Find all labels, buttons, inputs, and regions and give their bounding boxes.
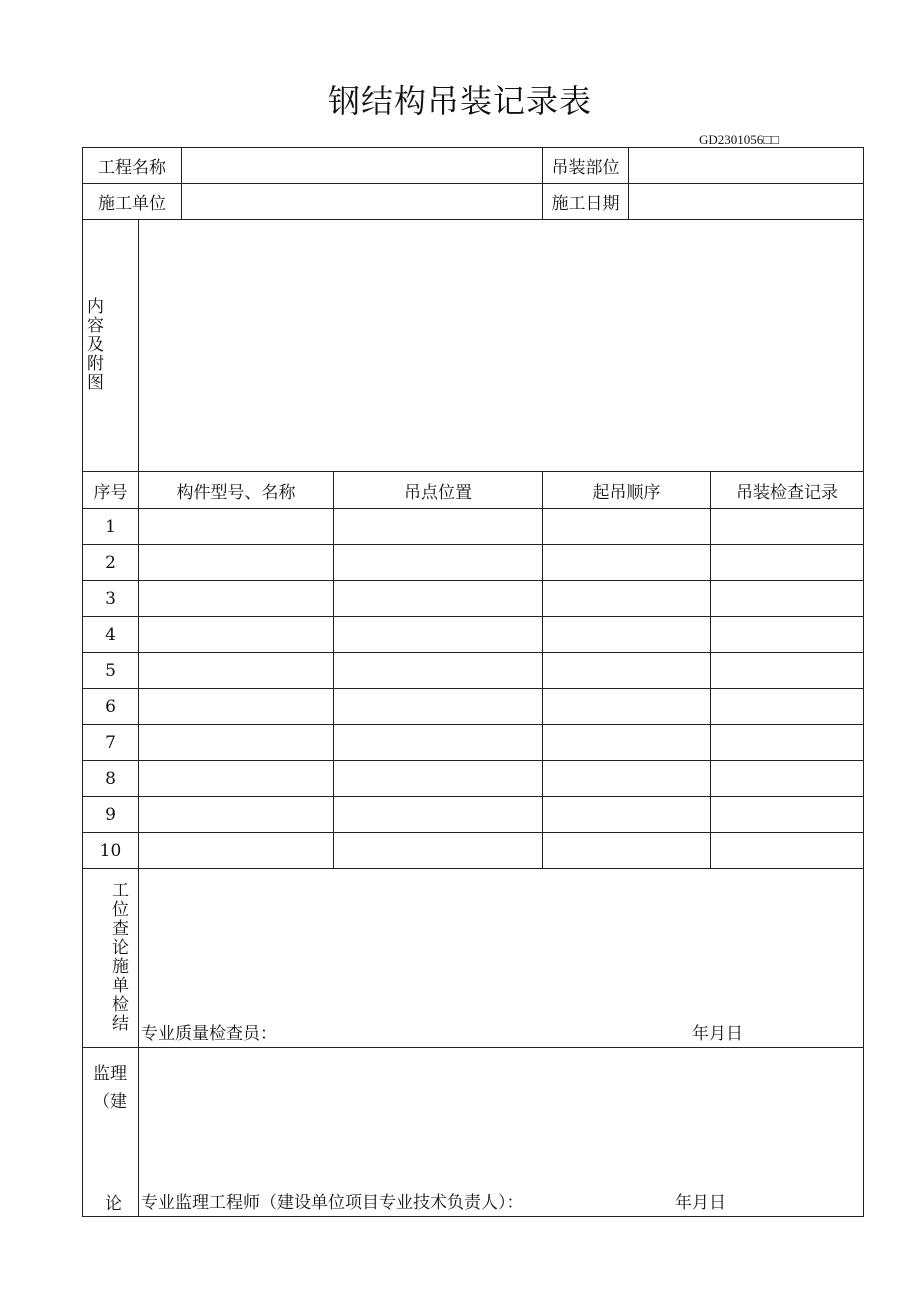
row-number: 4 bbox=[83, 617, 139, 653]
hoist-location-field[interactable] bbox=[629, 148, 864, 184]
check-cell[interactable] bbox=[711, 581, 864, 617]
hoist-location-label: 吊装部位 bbox=[543, 148, 629, 184]
check-label-char: 查 bbox=[112, 919, 129, 939]
order-cell[interactable] bbox=[543, 725, 711, 761]
component-cell[interactable] bbox=[139, 725, 334, 761]
construction-unit-label: 施工单位 bbox=[83, 184, 182, 220]
order-cell[interactable] bbox=[543, 833, 711, 869]
page-title: 钢结构吊装记录表 bbox=[327, 82, 592, 120]
col-check-header: 吊装检查记录 bbox=[711, 472, 864, 509]
check-cell[interactable] bbox=[711, 617, 864, 653]
order-cell[interactable] bbox=[543, 581, 711, 617]
construction-check-row bbox=[83, 869, 864, 1048]
col-order-header: 起吊顺序 bbox=[543, 472, 711, 509]
table-row bbox=[83, 797, 864, 833]
inspector-date-label: 年月日 bbox=[692, 1024, 743, 1044]
check-cell[interactable] bbox=[711, 509, 864, 545]
order-cell[interactable] bbox=[543, 761, 711, 797]
component-cell[interactable] bbox=[139, 797, 334, 833]
check-cell[interactable] bbox=[711, 725, 864, 761]
order-cell[interactable] bbox=[543, 653, 711, 689]
check-label-char: 论 bbox=[112, 938, 129, 958]
row-number: 9 bbox=[83, 797, 139, 833]
quality-inspector-label: 专业质量检查员： bbox=[141, 1024, 277, 1044]
table-row bbox=[83, 545, 864, 581]
content-section-label bbox=[83, 220, 139, 472]
component-cell[interactable] bbox=[139, 833, 334, 869]
content-label-char: 附 bbox=[87, 354, 104, 374]
table-row bbox=[83, 581, 864, 617]
check-label-char: 结 bbox=[112, 1014, 129, 1034]
check-label-char: 检 bbox=[112, 995, 129, 1015]
table-row bbox=[83, 761, 864, 797]
order-cell[interactable] bbox=[543, 797, 711, 833]
supervision-label-bottom: 论 bbox=[105, 1194, 122, 1214]
hoist-point-cell[interactable] bbox=[334, 581, 543, 617]
order-cell[interactable] bbox=[543, 689, 711, 725]
component-cell[interactable] bbox=[139, 545, 334, 581]
order-cell[interactable] bbox=[543, 617, 711, 653]
supervision-label-text bbox=[93, 1060, 127, 1116]
check-label-char: 单 bbox=[112, 976, 129, 996]
construction-unit-field[interactable] bbox=[182, 184, 543, 220]
hoist-point-cell[interactable] bbox=[334, 725, 543, 761]
row-number: 8 bbox=[83, 761, 139, 797]
row-number: 5 bbox=[83, 653, 139, 689]
hoist-point-cell[interactable] bbox=[334, 689, 543, 725]
supervision-area[interactable] bbox=[139, 1048, 864, 1217]
supervision-row bbox=[83, 1048, 864, 1217]
hoist-point-cell[interactable] bbox=[334, 653, 543, 689]
supervision-engineer-label: 专业监理工程师（建设单位项目专业技术负责人）： bbox=[141, 1193, 524, 1213]
content-drawing-area[interactable] bbox=[139, 220, 864, 472]
check-label-char: 工 bbox=[112, 881, 129, 901]
row-number: 7 bbox=[83, 725, 139, 761]
table-row bbox=[83, 617, 864, 653]
order-cell[interactable] bbox=[543, 545, 711, 581]
supervision-label-top: 监理 bbox=[93, 1064, 127, 1084]
project-name-field[interactable] bbox=[182, 148, 543, 184]
check-cell[interactable] bbox=[711, 833, 864, 869]
component-cell[interactable] bbox=[139, 761, 334, 797]
component-cell[interactable] bbox=[139, 581, 334, 617]
row-number: 3 bbox=[83, 581, 139, 617]
col-component-header: 构件型号、名称 bbox=[139, 472, 334, 509]
component-cell[interactable] bbox=[139, 509, 334, 545]
supervision-date-label: 年月日 bbox=[675, 1193, 726, 1213]
supervision-label bbox=[83, 1048, 139, 1217]
check-cell[interactable] bbox=[711, 761, 864, 797]
hoisting-record-form bbox=[82, 147, 864, 1217]
check-cell[interactable] bbox=[711, 653, 864, 689]
order-cell[interactable] bbox=[543, 509, 711, 545]
construction-date-field[interactable] bbox=[629, 184, 864, 220]
col-seq-header: 序号 bbox=[83, 472, 139, 509]
construction-check-label bbox=[83, 869, 139, 1048]
hoist-point-cell[interactable] bbox=[334, 509, 543, 545]
table-row bbox=[83, 689, 864, 725]
hoist-point-cell[interactable] bbox=[334, 797, 543, 833]
table-row bbox=[83, 833, 864, 869]
construction-date-label: 施工日期 bbox=[543, 184, 629, 220]
content-label-char: 容 bbox=[87, 316, 104, 336]
check-cell[interactable] bbox=[711, 689, 864, 725]
check-label-char: 施 bbox=[112, 957, 129, 977]
row-number: 1 bbox=[83, 509, 139, 545]
header-row-2 bbox=[83, 184, 864, 220]
hoist-point-cell[interactable] bbox=[334, 545, 543, 581]
component-cell[interactable] bbox=[139, 653, 334, 689]
table-row bbox=[83, 509, 864, 545]
row-number: 10 bbox=[83, 833, 139, 869]
supervision-label-mid: （建 bbox=[93, 1092, 127, 1112]
content-label-char: 及 bbox=[87, 335, 104, 355]
row-number: 2 bbox=[83, 545, 139, 581]
check-cell[interactable] bbox=[711, 797, 864, 833]
content-label-char: 图 bbox=[87, 373, 104, 393]
table-row bbox=[83, 653, 864, 689]
header-row-1 bbox=[83, 148, 864, 184]
project-name-label: 工程名称 bbox=[83, 148, 182, 184]
form-code: GD2301056□□ bbox=[699, 132, 779, 147]
content-label-char: 内 bbox=[87, 297, 104, 317]
component-cell[interactable] bbox=[139, 617, 334, 653]
hoist-point-cell[interactable] bbox=[334, 833, 543, 869]
hoist-point-cell[interactable] bbox=[334, 617, 543, 653]
component-cell[interactable] bbox=[139, 689, 334, 725]
construction-check-area[interactable] bbox=[139, 869, 864, 1048]
record-header-row bbox=[83, 472, 864, 509]
check-cell[interactable] bbox=[711, 545, 864, 581]
hoist-point-cell[interactable] bbox=[334, 761, 543, 797]
col-hoist-point-header: 吊点位置 bbox=[334, 472, 543, 509]
content-section-row bbox=[83, 220, 864, 472]
table-row bbox=[83, 725, 864, 761]
check-label-char: 位 bbox=[112, 900, 129, 920]
row-number: 6 bbox=[83, 689, 139, 725]
